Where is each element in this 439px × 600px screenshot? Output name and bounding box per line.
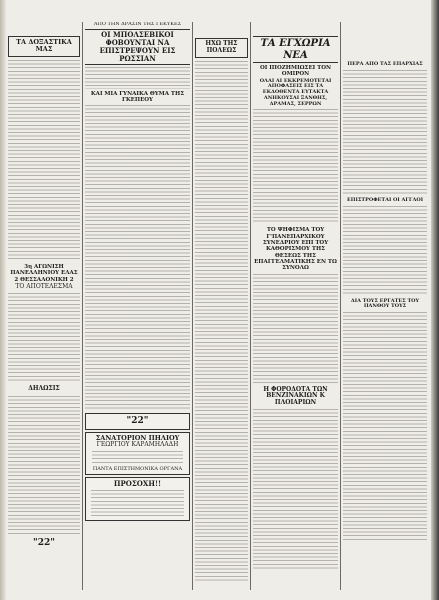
- ad-text: [91, 490, 184, 516]
- column-rule: [82, 22, 83, 590]
- article-text: [343, 312, 427, 542]
- col1-box-heading: ΔΗΛΩΣΙΣ: [28, 385, 60, 393]
- col3-header-box: ΗΧΩ ΤΗΣ ΠΟΛΕΩΣ: [195, 38, 248, 58]
- column-2: [85, 22, 190, 592]
- article-text: [253, 409, 338, 569]
- ad-prosochi-title: ΠΡΟΣΟΧΗ!!: [113, 479, 162, 489]
- article-text: [343, 70, 427, 195]
- masthead-strip: [6, 0, 431, 22]
- ad-sanatorium-note: ΠΑΝΤΑ ΕΠΙΣΤΗΜΟΝΙΚΑ ΟΡΓΑΝΑ: [92, 465, 183, 472]
- col4-headline-1: ΟΙ ΙΠΟΖΗΜΙΩΣΕΙ ΤΟΝ ΟΜΙΡΟΝ: [259, 65, 332, 78]
- col4-headline-2: ΤΟ ΨΗΦΙΣΜΑ ΤΟΥ Γ'ΠΑΝΕΠΑΡΧΙΚΟΥ ΣΥΝΕΔΡΙΟΥ ΕΠΙ ΤΟΥ ΚΑΘΟΡΙΣΜΟΥ ΤΗΣ ΘΕΣΕΩΣ ΤΗΣ ΕΠΑΓΓΕΛΜΑΤΙΚΗΣ ΕΝ ΤΩ ΣΥΝΟΛΩ: [254, 227, 337, 272]
- article-text: [8, 293, 80, 383]
- section-banner: ΤΑ ΕΓΧΩΡΙΑ ΝΕΑ: [253, 36, 338, 63]
- article-text: [85, 67, 190, 89]
- col4-headline-1b: ΟΛΑΙ ΑΙ ΕΚΚΡΕΜΟΤΕΤΑΙ ΑΠΟΦΑΣΕΙΣ ΕΙΣ ΤΑ ΕΚΔΟΘΕΝΤΑ ΕΥΤΑΚΤΑ ΑΝΗΚΟΥΣΑΙ ΞΑΝΘΗΣ, ΔΡΑΜΑΣ, ΣΕΡΡΩΝ: [259, 77, 332, 107]
- column-rule: [340, 22, 341, 590]
- article-text: [253, 274, 338, 384]
- article-text: [343, 206, 427, 296]
- column-4: [253, 22, 338, 592]
- ad-sanatorium-subtitle: ΓΕΩΡΓΙΟΥ ΚΑΡΑΜΗΛΑΔΗ: [96, 441, 179, 449]
- column-5: [343, 22, 427, 592]
- col1-header-box: ΤΑ ΔΟΞΑΣΤΙΚΑ ΜΑΣ: [8, 36, 80, 57]
- col1-subheadline: ΤΟ ΑΠΟΤΕΛΕΣΜΑ: [15, 282, 73, 290]
- col4-headline-3: Η ΦΟΡΟΔΟΤΑ ΤΩΝ ΒΕΝΖΙΝΑΚΙΩΝ Κ ΠΛΟΙΑΡΙΩΝ: [263, 385, 328, 407]
- col2-headline-2: ΚΑΙ ΜΙΑ ΓΥΝΑΙΚΑ ΘΥΜΑ ΤΗΣ ΓΚΕΠΕΟΥ: [90, 90, 185, 103]
- article-text: [85, 105, 190, 410]
- column-1: [8, 22, 80, 592]
- column-rule: [250, 22, 251, 590]
- column-rule: [192, 22, 193, 590]
- ad-text: [92, 451, 183, 465]
- ad-box-22: [85, 413, 190, 429]
- col5-headline-2: ΕΠΙΣΤΡΟΦΕΤΑΙ ΟΙ ΑΓΓΛΟΙ: [346, 196, 424, 203]
- ad-22-label: "22": [126, 416, 149, 427]
- ad-sanatorium: [85, 432, 190, 476]
- col2-headline-1: ΟΙ ΜΠΟΛΣΕΒΙΚΟΙ ΦΟΒΟΥΝΤΑΙ ΝΑ ΕΠΙΣΤΡΕΨΟΥΝ ΕΙΣ ΡΩΣΣΙΑΝ: [85, 29, 190, 65]
- article-text: [8, 396, 80, 536]
- ad-prosochi: [85, 477, 190, 521]
- col5-headline-1: ΠΕΡΑ ΑΠΟ ΤΑΣ ΕΠΑΡΧΙΑΣ: [347, 61, 423, 67]
- col1-footer-22: "22": [33, 538, 55, 549]
- col2-top-note: ΑΠΟ ΤΗΝ ΔΡΑΣΙΝ ΤΗΣ ΓΕΚΥΚΕΣ: [93, 22, 182, 27]
- page-right-edge: [431, 0, 439, 600]
- column-3: [195, 22, 248, 592]
- ad-sanatorium-title: ΣΑΝΑΤΟΡΙΟΝ ΠΗΛΙΟΥ: [95, 433, 180, 442]
- article-text: [195, 61, 248, 581]
- article-text: [253, 109, 338, 224]
- article-text: [8, 60, 80, 260]
- col5-headline-3: ΔΙΑ ΤΟΥΣ ΕΡΓΑΤΕΣ ΤΟΥ ΠΑΝΘΟΥ ΤΟΥΣ: [350, 297, 420, 310]
- col1-headline: 3η ΑΓΩΝΙΣΗ ΠΑΝΕΛΛΗΝΙΟΥ ΕΛΑΣ 2 ΘΕΣΣΑΛΟΝΙΚΗ 2: [10, 263, 78, 283]
- page-left-edge: [0, 0, 6, 600]
